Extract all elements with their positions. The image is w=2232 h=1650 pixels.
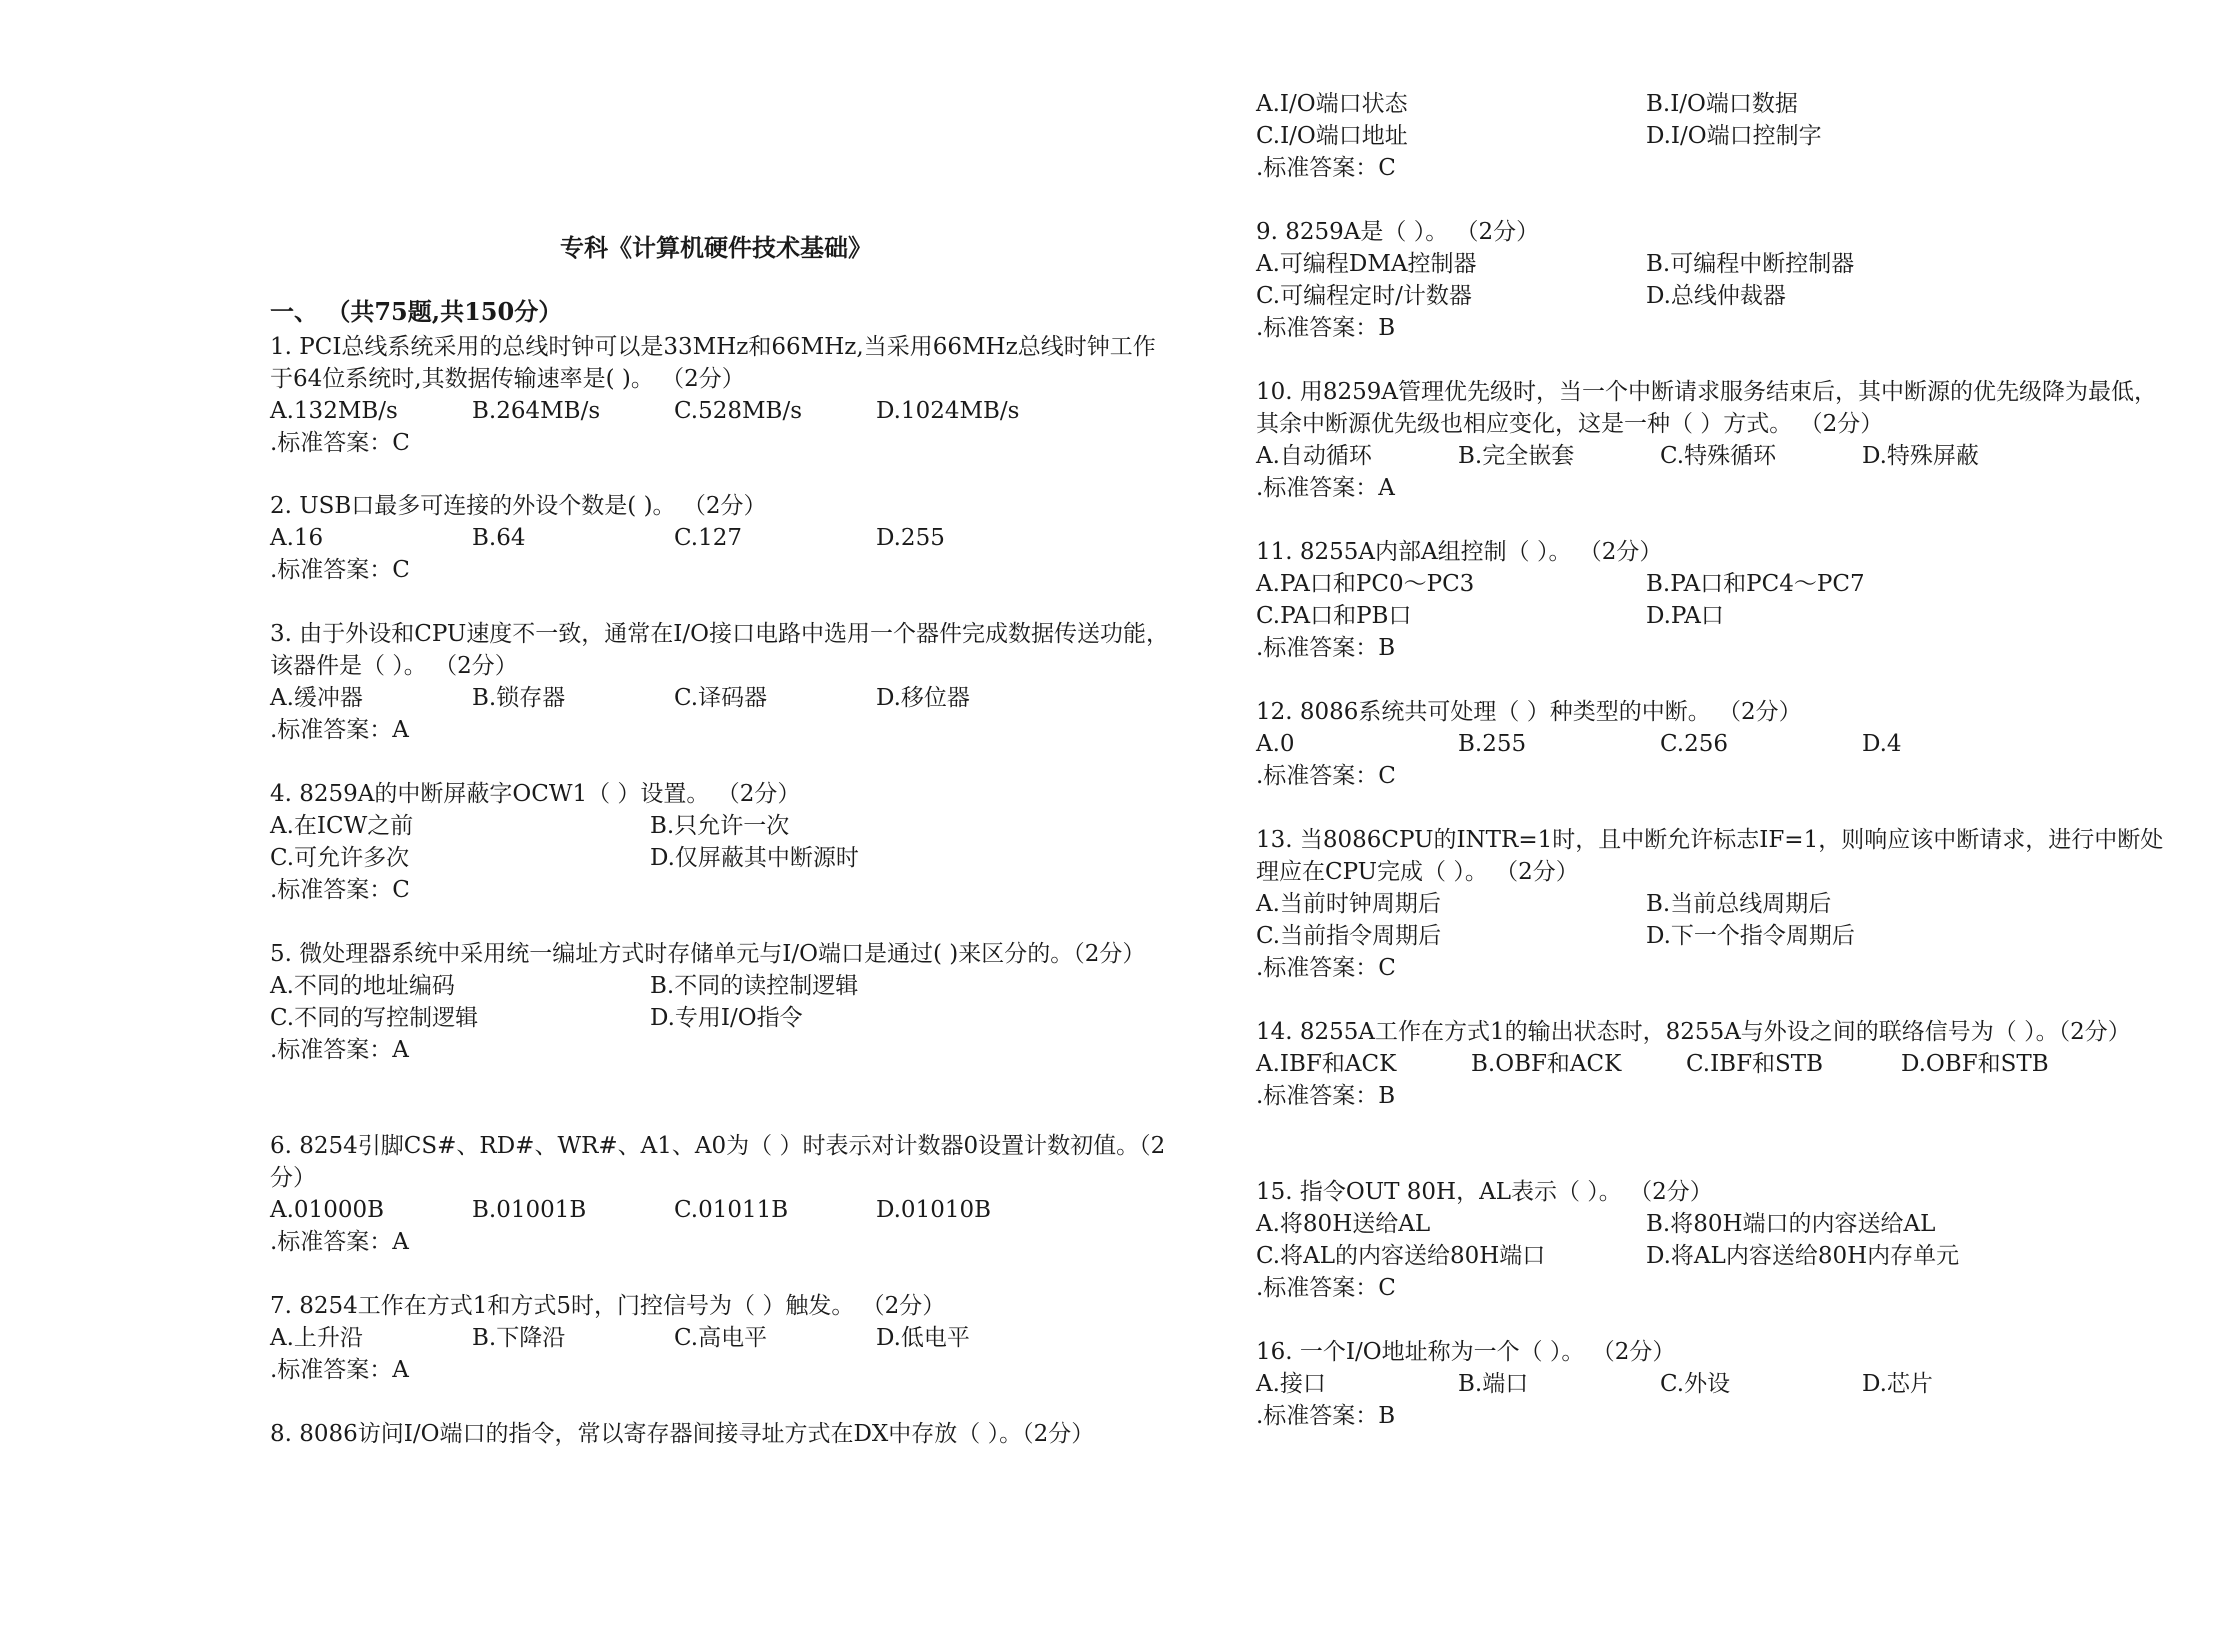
option-b: B.可编程中断控制器	[1646, 251, 1855, 277]
option-c: C.高电平	[674, 1325, 768, 1351]
option-a: A.IBF和ACK	[1256, 1051, 1397, 1077]
question-text: 8. 8086访问I/O端口的指令，常以寄存器间接寻址方式在DX中存放（ ）。（2分）	[270, 1421, 1095, 1447]
question-text: 1. PCI总线系统采用的总线时钟可以是33MHz和66MHz,当采用66MHz总线时钟工作于64位系统时,其数据传输速率是( )。 （2分）	[270, 334, 1156, 392]
option-c: C.可编程定时/计数器	[1256, 283, 1472, 309]
option-b: B.01001B	[472, 1197, 587, 1223]
question-text: 14. 8255A工作在方式1的输出状态时，8255A与外设之间的联络信号为（ ）。（2分）	[1256, 1019, 2131, 1045]
option-c: C.256	[1660, 731, 1728, 757]
answer: .标准答案：C	[270, 877, 410, 903]
options	[1256, 1048, 2176, 1080]
option-d: D.4	[1862, 731, 1902, 757]
option-c: C.外设	[1660, 1371, 1731, 1397]
question-6	[270, 1130, 1170, 1258]
option-b: B.完全嵌套	[1458, 443, 1575, 469]
options	[1256, 888, 2176, 952]
question-14	[1256, 1016, 2176, 1112]
answer: .标准答案：C	[1256, 155, 1396, 181]
question-9	[1256, 216, 2176, 344]
option-d: D.专用I/O指令	[650, 1005, 803, 1031]
answer: .标准答案：A	[270, 1357, 409, 1383]
answer: .标准答案：C	[270, 557, 410, 583]
answer: .标准答案：A	[270, 1229, 409, 1255]
option-d: D.特殊屏蔽	[1862, 443, 1979, 469]
option-b: B.OBF和ACK	[1471, 1051, 1622, 1077]
question-8-continued	[1256, 88, 2176, 184]
option-c: C.特殊循环	[1660, 443, 1777, 469]
options	[270, 522, 1170, 554]
option-b: B.不同的读控制逻辑	[650, 973, 859, 999]
answer: .标准答案：A	[270, 1037, 409, 1063]
option-c: C.I/O端口地址	[1256, 123, 1408, 149]
option-b: B.当前总线周期后	[1646, 891, 1832, 917]
answer: .标准答案：B	[1256, 315, 1396, 341]
option-c: C.可允许多次	[270, 845, 410, 871]
option-b: B.PA口和PC4～PC7	[1646, 571, 1865, 597]
option-c: C.01011B	[674, 1197, 789, 1223]
option-b: B.下降沿	[472, 1325, 566, 1351]
question-text: 3. 由于外设和CPU速度不一致，通常在I/O接口电路中选用一个器件完成数据传送功能，该器件是（ ）。 （2分）	[270, 621, 1169, 679]
option-c: C.当前指令周期后	[1256, 923, 1442, 949]
option-c: C.PA口和PB口	[1256, 603, 1412, 629]
option-b: B.将80H端口的内容送给AL	[1646, 1211, 1936, 1237]
question-2	[270, 490, 1170, 586]
question-5	[270, 938, 1170, 1066]
question-text: 5. 微处理器系统中采用统一编址方式时存储单元与I/O端口是通过( )来区分的。（2分）	[270, 941, 1146, 967]
option-a: A.不同的地址编码	[270, 973, 455, 999]
option-b: B.锁存器	[472, 685, 566, 711]
option-b: B.264MB/s	[472, 398, 601, 424]
option-a: A.上升沿	[270, 1325, 363, 1351]
question-10	[1256, 376, 2176, 504]
options	[270, 810, 1170, 874]
answer: .标准答案：C	[1256, 1275, 1396, 1301]
option-d: D.255	[876, 525, 945, 551]
options	[270, 1322, 1170, 1354]
option-b: B.只允许一次	[650, 813, 790, 839]
question-8	[270, 1418, 1170, 1450]
question-text: 4. 8259A的中断屏蔽字OCW1（ ）设置。 （2分）	[270, 781, 801, 807]
option-a: A.01000B	[270, 1197, 384, 1223]
option-d: D.芯片	[1862, 1371, 1933, 1397]
option-a: A.接口	[1256, 1371, 1326, 1397]
option-d: D.OBF和STB	[1901, 1051, 2049, 1077]
option-d: D.移位器	[876, 685, 970, 711]
option-c: C.528MB/s	[674, 398, 802, 424]
option-a: A.16	[270, 525, 324, 551]
option-a: A.PA口和PC0～PC3	[1256, 571, 1475, 597]
option-a: A.当前时钟周期后	[1256, 891, 1441, 917]
question-text: 12. 8086系统共可处理（ ）种类型的中断。 （2分）	[1256, 699, 1802, 725]
option-a: A.132MB/s	[270, 398, 398, 424]
answer: .标准答案：B	[1256, 635, 1396, 661]
option-d: D.仅屏蔽其中断源时	[650, 845, 859, 871]
question-text: 13. 当8086CPU的INTR=1时，且中断允许标志IF=1，则响应该中断请求，进行中断处理应在CPU完成（ ）。 （2分）	[1256, 827, 2164, 885]
question-text: 7. 8254工作在方式1和方式5时，门控信号为（ ）触发。 （2分）	[270, 1293, 946, 1319]
option-a: A.可编程DMA控制器	[1256, 251, 1477, 277]
option-b: B.64	[472, 525, 526, 551]
option-a: A.缓冲器	[270, 685, 363, 711]
option-c: C.IBF和STB	[1686, 1051, 1824, 1077]
question-text: 9. 8259A是（ ）。 （2分）	[1256, 219, 1540, 245]
options	[1256, 568, 2176, 632]
answer: .标准答案：A	[1256, 475, 1395, 501]
options	[270, 1194, 1170, 1226]
question-15	[1256, 1176, 2176, 1304]
options	[1256, 88, 2176, 152]
option-c: C.译码器	[674, 685, 768, 711]
option-d: D.PA口	[1646, 603, 1724, 629]
question-3	[270, 618, 1170, 746]
option-c: C.127	[674, 525, 742, 551]
answer: .标准答案：C	[1256, 955, 1396, 981]
option-c: C.将AL的内容送给80H端口	[1256, 1243, 1546, 1269]
question-text: 15. 指令OUT 80H，AL表示（ ）。 （2分）	[1256, 1179, 1713, 1205]
question-text: 10. 用8259A管理优先级时，当一个中断请求服务结束后，其中断源的优先级降为最低，其余中断源优先级也相应变化，这是一种（ ）方式。 （2分）	[1256, 379, 2158, 437]
option-b: B.255	[1458, 731, 1527, 757]
options	[1256, 440, 2176, 472]
option-b: B.端口	[1458, 1371, 1529, 1397]
option-a: A.自动循环	[1256, 443, 1372, 469]
question-1	[270, 331, 1170, 459]
options	[1256, 728, 2176, 760]
option-d: D.1024MB/s	[876, 398, 1020, 424]
option-a: A.0	[1256, 731, 1295, 757]
question-7	[270, 1290, 1170, 1386]
answer: .标准答案：A	[270, 717, 409, 743]
question-12	[1256, 696, 2176, 792]
answer: .标准答案：B	[1256, 1403, 1396, 1429]
answer: .标准答案：C	[270, 430, 410, 456]
option-d: D.总线仲裁器	[1646, 283, 1786, 309]
option-d: D.低电平	[876, 1325, 970, 1351]
question-11	[1256, 536, 2176, 664]
options	[1256, 1208, 2176, 1272]
option-b: B.I/O端口数据	[1646, 91, 1798, 117]
option-d: D.I/O端口控制字	[1646, 123, 1822, 149]
exam-page: 专科《计算机硬件技术基础》 一、 （共75题,共150分） 1. PCI总线系统采用的总线时钟可以是33MHz和66MHz,当采用66MHz总线时钟工作于64位系统时,其数据传输速率是( )。 （2分） A.132MB/s B.264MB/s C.528MB/s D.1024MB/s .标准答案：C 2. USB口最多可连接的外设个数是( )。 （2分） A.16 B.64 C.127 D.255 .标准答案：C 3. 由于外设和CPU速度不一致，通常在I/O接口电路中选用一个器件完成数据传送功能，该器件是（ ）。 （2分） A.缓冲器 B.锁存器 C.译码器 D.移位器 .标准答案：A 4. 8259A的中断屏蔽字OCW1（ ）设置。 （2分） A.在ICW之前 B.只允许一次 C.可允许多次 D.仅屏蔽其中断源时 .标准答案：C 5. 微处理器系统中采用统一编址方式时存储单元与I/O端口是通过( )来区分的。（2分） A.不同的地址编码 B.不同的读控制逻辑 C.不同的写控制逻辑 D.专用I/O指令 .标准答案：A 6. 8254引脚CS#、RD#、WR#、A1、A0为（ ）时表示对计数器0设置计数初值。（2分） A.01000B B.01001B C.01011B D.01010B .标准答案：A 7. 8254工作在方式1和方式5时，门控信号为（ ）触发。 （2分） A.上升沿 B.下降沿 C.高电平 D.低电平 .标准答案：A 8. 8086访问I/O端口的指令，常以寄存器间接寻址方式在DX中存放（ ）。（2分） A.I/O端口状态 B.I/O端口数据 C.I/O端口地址 D.I/O端口控制字 .标准答案：C 9. 8259A是（ ）。 （2分） A.可编程DMA控制器 B.可编程中断控制器 C.可编程定时/计数器 D.总线仲裁器 .标准答案：B 10. 用8259A管理优先级时，当一个中断请求服务结束后，其中断源的优先级降为最低，其余中断源优先级也相应变化，这是一种（ ）方式。 （2分） A.自动循环 B.完全嵌套 C.特殊循环 D.特殊屏蔽 .标准答案：A 11. 8255A内部A组控制（ ）。 （2分） A.PA口和PC0～PC3 B.PA口和PC4～PC7 C.PA口和PB口 D.PA口 .标准答案：B 12. 8086系统共可处理（ ）种类型的中断。 （2分） A.0 B.255 C.256 D.4 .标准答案：C 13. 当8086CPU的INTR=1时，且中断允许标志IF=1，则响应该中断请求，进行中断处理应在CPU完成（ ）。 （2分） A.当前时钟周期后 B.当前总线周期后 C.当前指令周期后 D.下一个指令周期后 .标准答案：C 14. 8255A工作在方式1的输出状态时，8255A与外设之间的联络信号为（ ）。（2分） A.IBF和ACK B.OBF和ACK C.IBF和STB D.OBF和STB .标准答案：B 15. 指令OUT 80H，AL表示（ ）。 （2分） A.将80H送给AL B.将80H端口的内容送给AL C.将AL的内容送给80H端口 D.将AL内容送给80H内存单元 .标准答案：C 16. 一个I/O地址称为一个（ ）。 （2分） A.接口 B.端口 C.外设 D.芯片 .标准答案：B	[0, 0, 2232, 1650]
option-a: A.在ICW之前	[270, 813, 414, 839]
options	[270, 395, 1170, 427]
question-4	[270, 778, 1170, 906]
options	[270, 682, 1170, 714]
question-text: 6. 8254引脚CS#、RD#、WR#、A1、A0为（ ）时表示对计数器0设置计数初值。（2分）	[270, 1133, 1166, 1191]
answer: .标准答案：C	[1256, 763, 1396, 789]
option-c: C.不同的写控制逻辑	[270, 1005, 479, 1031]
option-d: D.下一个指令周期后	[1646, 923, 1855, 949]
options	[270, 970, 1170, 1034]
options	[1256, 1368, 2176, 1400]
option-d: D.将AL内容送给80H内存单元	[1646, 1243, 1960, 1269]
question-13	[1256, 824, 2176, 984]
option-a: A.I/O端口状态	[1256, 91, 1408, 117]
question-text: 11. 8255A内部A组控制（ ）。 （2分）	[1256, 539, 1663, 565]
option-d: D.01010B	[876, 1197, 991, 1223]
section-heading: 一、 （共75题,共150分）	[270, 297, 563, 326]
answer: .标准答案：B	[1256, 1083, 1396, 1109]
options	[1256, 248, 2176, 312]
question-text: 16. 一个I/O地址称为一个（ ）。 （2分）	[1256, 1339, 1676, 1365]
option-a: A.将80H送给AL	[1256, 1211, 1431, 1237]
question-text: 2. USB口最多可连接的外设个数是( )。 （2分）	[270, 493, 767, 519]
question-16	[1256, 1336, 2176, 1432]
